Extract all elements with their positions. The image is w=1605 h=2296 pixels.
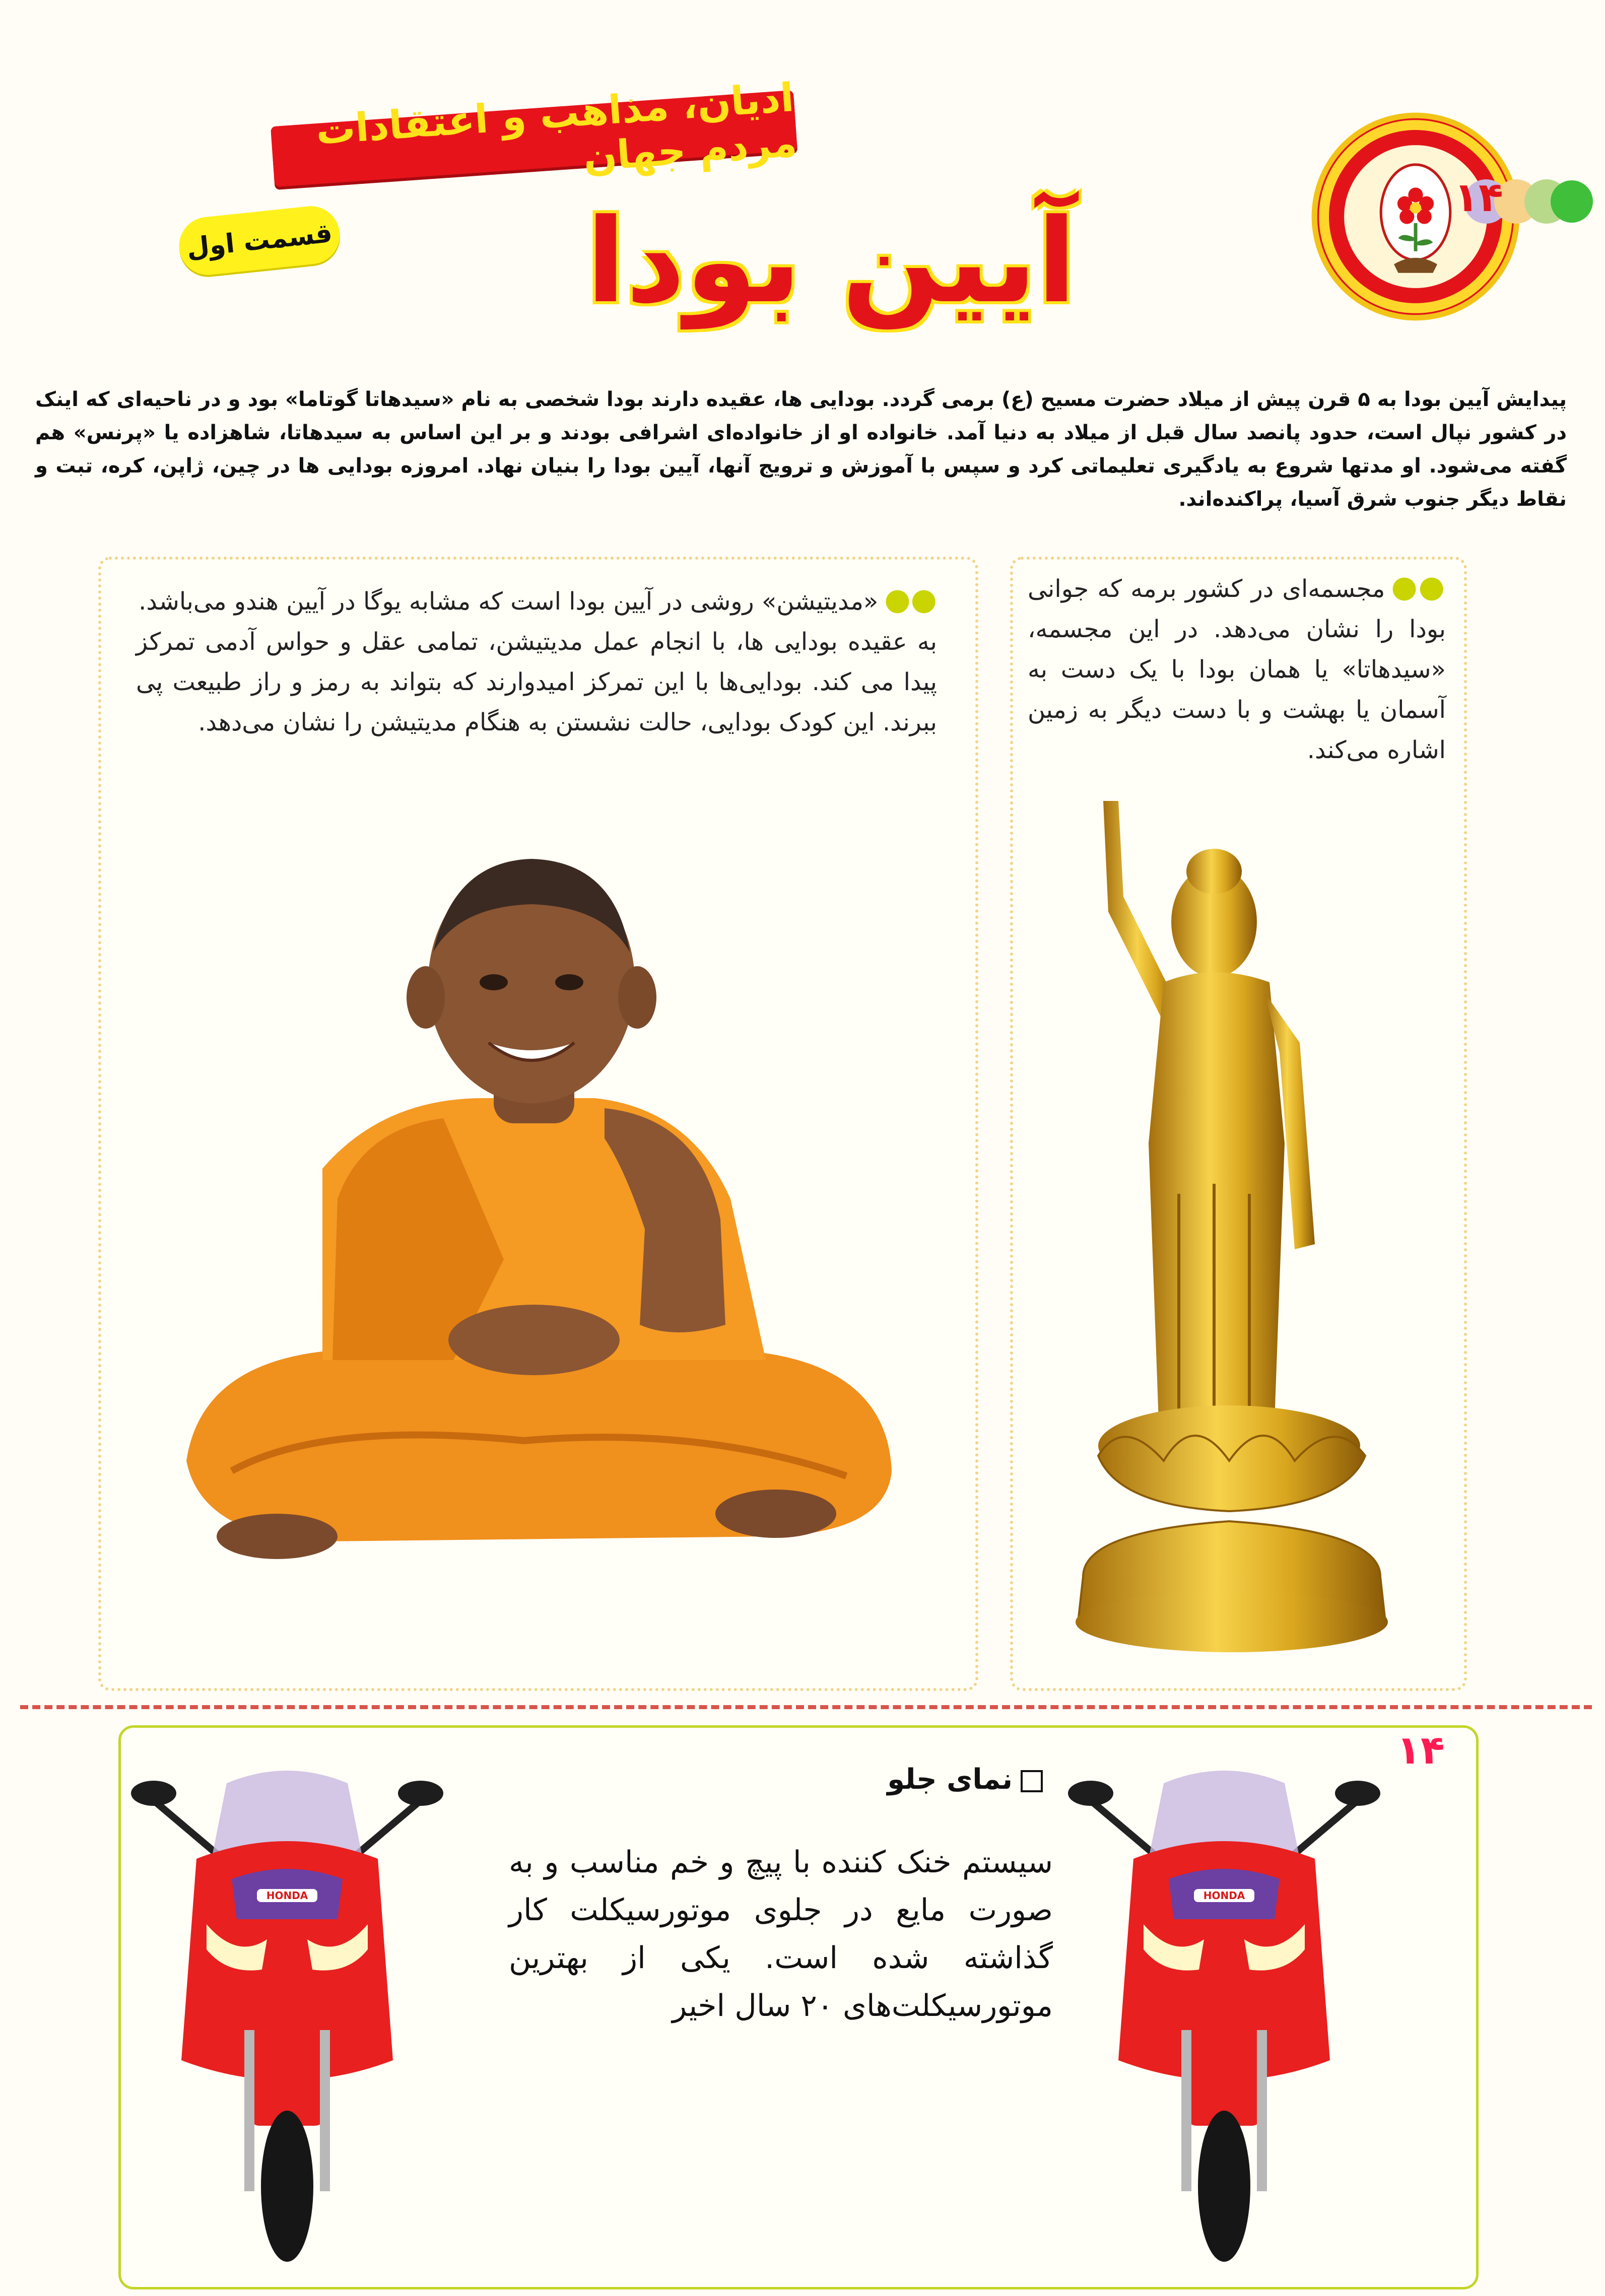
bottom-page-number: ۱۴ — [1396, 1728, 1445, 1773]
bullet-dots-icon: ●● — [1391, 569, 1446, 604]
statue-caption-text: مجسمه‌ای در کشور برمه که جوانی بودا را نشان می‌دهد. در این مجسمه، «سیدهاتا» یا همان بودا با یک دست به آسمان یا بهشت و با دست دیگر به زمین اشاره می‌کند. — [1028, 575, 1446, 764]
series-title: ادیان، مذاهب و اعتقادات مردم جهان — [314, 75, 799, 181]
motorcycle-description: سیستم خنک کننده با پیچ و خم مناسب و به صورت مایع در جلوی موتورسیکلت کار گذاشته شده است. یکی از بهترین موتورسیکلت‌های ۲۰ سال اخیر — [509, 1845, 1053, 2023]
motorcycle-front-image — [131, 1748, 443, 2267]
front-view-heading-text: نمای جلو — [887, 1763, 1013, 1796]
brand-logo-text: HONDA — [266, 1889, 308, 1902]
section-divider — [20, 1705, 1592, 1709]
motorcycle-front-image — [1068, 1748, 1380, 2267]
meditation-caption-body: به عقیده بودایی ها، با انجام عمل مدیتیشن، تمامی عقل و حواس آدمی تمرکز پیدا می کند. بودایی‌ها با این تمرکز امیدوارند که بتواند به رمز و راز طبیعت پی ببرند. این کودک بودایی، حالت نشستن به هنگام مدیتیشن را نشان می‌دهد. — [136, 628, 937, 736]
golden-buddha-statue-image — [1063, 791, 1411, 1677]
meditation-caption — [136, 579, 937, 742]
front-view-heading — [801, 1763, 1043, 1796]
page-title: آیین بودا — [586, 194, 1077, 329]
part-badge — [176, 204, 343, 278]
seated-monk-image — [171, 816, 907, 1672]
checkbox-square-icon — [1021, 1770, 1043, 1792]
statue-caption — [1028, 567, 1446, 770]
page-number: ۱۴ — [1454, 174, 1503, 221]
meditation-caption-intro: «مدیتیشن» روشی در آیین بودا است که مشابه یوگا در آیین هندو می‌باشد. — [139, 587, 879, 616]
part-label: قسمت اول — [185, 218, 334, 263]
bullet-dots-icon: ●● — [884, 582, 937, 617]
series-title-banner — [271, 75, 799, 187]
intro-paragraph: پیدایش آیین بودا به ۵ قرن پیش از میلاد حضرت مسیح (ع) برمی گردد. بودایی ها، عقیده دارند بودا شخصی به نام «سیدهاتا گوتاما» بود و در ناحیه‌ای که اینک در کشور نپال است، حدود پانصد سال قبل از میلاد به دنیا آمد. خانواده او از خانواده‌ای اشرافی بودند و بر این اساس به سیدهاتا، شاهزاده یا «پرنس» هم گفته می‌شود. او مدتها شروع به یادگیری تعلیماتی کرد و سپس با آموزش و ترویج آنها، آیین بودا را بنیان نهاد. امروزه بودایی ها در چین، ژاپن، کره، تبت و نقاط دیگر جنوب شرق آسیا، پراکنده‌اند. — [35, 388, 1567, 511]
brand-logo-text: HONDA — [1203, 1889, 1245, 1902]
